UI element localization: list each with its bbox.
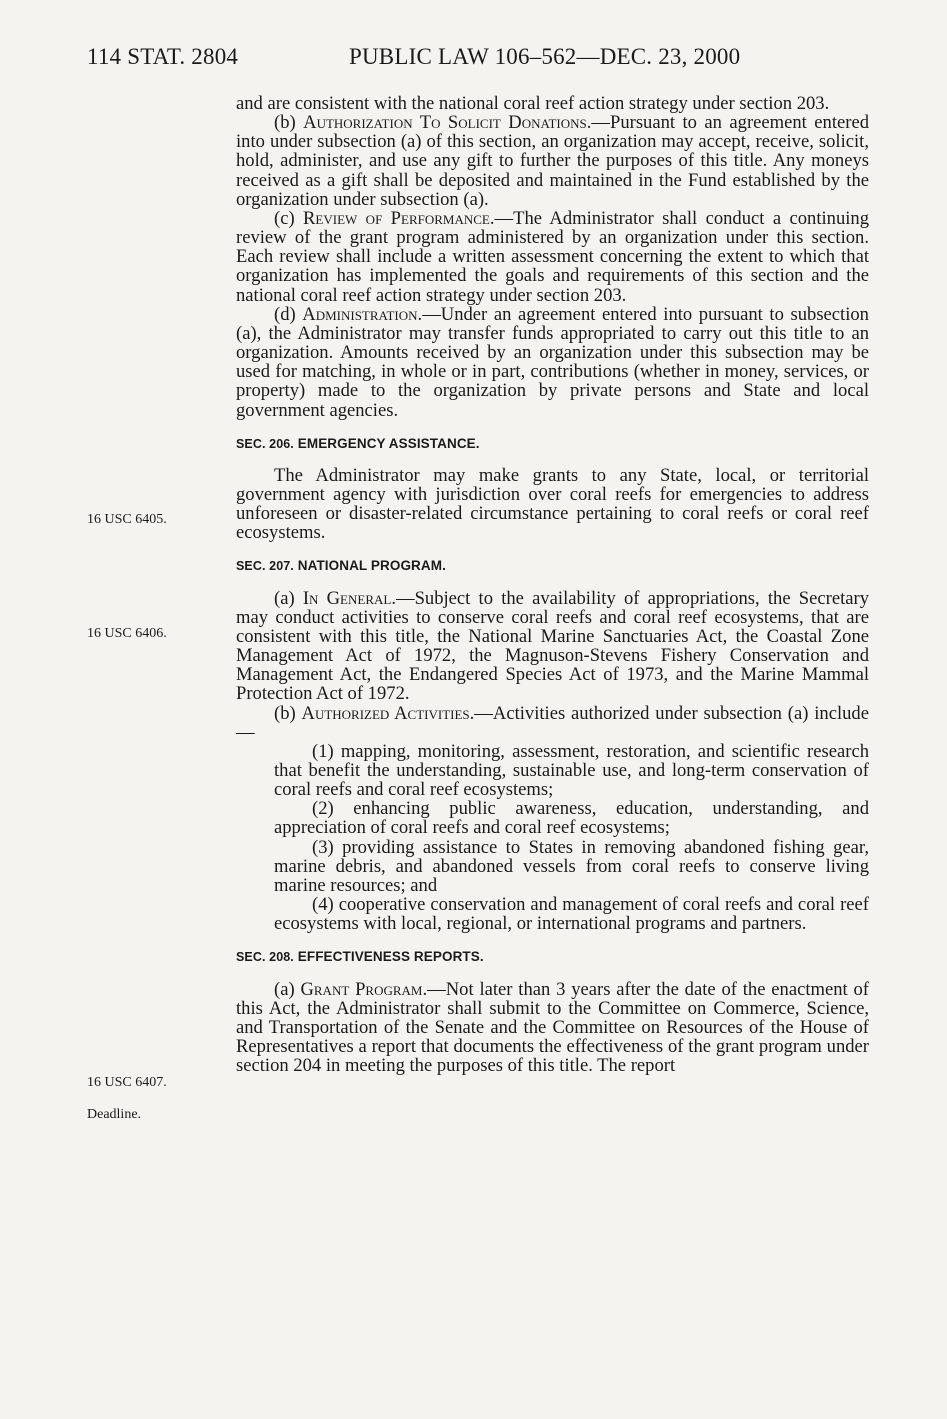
section-206-text xyxy=(236,466,869,543)
list-item-text: (2) enhancing public awareness, education, understanding, and appreciation of coral reefs and coral reef ecosystems; xyxy=(274,798,869,839)
subsection-heading: Review of Performance. xyxy=(303,207,495,229)
subsection-label: (a) xyxy=(274,978,301,1000)
paragraph-text: and are consistent with the national coral reef action strategy under section 203. xyxy=(236,93,830,114)
subsection-text: —Not later than 3 years after the date of the enactment of this Act, the Administrator shall submit to the Committee on Commerce, Science, and Transportation of the Senate and the Committee on Resources of the House of Representatives a report that documents the effectiveness of the grant program under section 204 in meeting the purposes of this title. The report xyxy=(236,978,869,1077)
section-206-heading xyxy=(236,434,869,454)
document-body xyxy=(236,94,869,1075)
margin-note-usc-6406: 16 USC 6406. xyxy=(87,626,167,641)
subsection-text: —Subject to the availability of appropriations, the Secretary may conduct activities to conserve coral reefs and coral reef ecosystems, that are consistent with this title, the National Marine Sanctuaries Act, the Coastal Zone Management Act of 1972, the Magnuson-Stevens Fishery Conservation and Management Act, the Endangered Species Act of 1973, and the Marine Mammal Protection Act of 1972. xyxy=(236,587,869,705)
section-title: EFFECTIVENESS REPORTS. xyxy=(293,949,484,965)
subsection-label: (b) xyxy=(274,112,304,134)
section-207-heading xyxy=(236,556,869,576)
subsection-heading: In General. xyxy=(302,587,396,609)
subsection-heading: Grant Program. xyxy=(300,978,428,1000)
list-item-3 xyxy=(274,838,869,895)
paragraph-continuation xyxy=(236,94,869,113)
subsection-text: —Pursuant to an agreement entered into under subsection (a) of this section, an organization may accept, receive, solicit, hold, administer, and use any gift to further the purposes of this title. Any moneys received as a gift shall be deposited and maintained in the Fund established by the organization under subsection (a). xyxy=(236,112,869,210)
subsection-label: (c) xyxy=(274,207,304,229)
subsection-207-b xyxy=(236,704,869,742)
list-item-1 xyxy=(274,742,869,799)
subsection-b-donations xyxy=(236,113,869,209)
section-number: SEC. 208. xyxy=(236,950,294,965)
stat-page-number: 114 STAT. 2804 xyxy=(87,44,239,69)
subsection-text: —Activities authorized under subsection (a) include— xyxy=(236,702,869,743)
section-title: EMERGENCY ASSISTANCE. xyxy=(293,435,480,451)
section-number: SEC. 207. xyxy=(236,559,294,574)
subsection-heading: Authorized Activities. xyxy=(301,702,475,724)
subsection-207-a xyxy=(236,589,869,704)
subsection-text: —The Administrator shall conduct a continuing review of the grant program administered by an organization under this section. Each review shall include a written assessment concerning the extent to which that organization has implemented the goals and requirements of this section and the national coral reef action strategy under section 203. xyxy=(236,207,869,306)
law-title: PUBLIC LAW 106–562—DEC. 23, 2000 xyxy=(349,44,741,69)
subsection-text: —Under an agreement entered into pursuant to subsection (a), the Administrator may transfer funds appropriated to carry out this title to an organization. Amounts received by an organization under this subsection may be used for matching, in whole or in part, contributions (whether in money, services, or property) made to the organization by private persons and State and local government agencies. xyxy=(236,303,869,421)
list-item-text: (3) providing assistance to States in removing abandoned fishing gear, marine debris, and abandoned vessels from coral reefs to conserve living marine resources; and xyxy=(274,836,869,896)
list-item-text: (1) mapping, monitoring, assessment, restoration, and scientific research that benefit the understanding, sustainable use, and long-term conservation of coral reefs and coral reef ecosystems; xyxy=(274,740,869,801)
subsection-c-review xyxy=(236,209,869,305)
section-number: SEC. 206. xyxy=(236,436,294,451)
list-item-4 xyxy=(274,895,869,933)
subsection-label: (b) xyxy=(274,702,302,724)
section-title: NATIONAL PROGRAM. xyxy=(293,558,446,574)
margin-note-usc-6407: 16 USC 6407. xyxy=(87,1075,167,1090)
section-text: The Administrator may make grants to any State, local, or territorial government agency with jurisdiction over coral reefs for emergencies to address unforeseen or disaster-related circumstance pertaining to coral reefs or coral reef ecosystems. xyxy=(236,464,869,544)
subsection-heading: Authorization To Solicit Donations. xyxy=(303,112,592,134)
subsection-208-a xyxy=(236,980,869,1076)
margin-note-usc-6405: 16 USC 6405. xyxy=(87,512,167,527)
list-item-text: (4) cooperative conservation and management of coral reefs and coral reef ecosystems with local, regional, or international programs and partners. xyxy=(274,894,869,935)
subsection-label: (d) xyxy=(274,303,303,325)
margin-note-deadline: Deadline. xyxy=(87,1107,142,1122)
list-item-2 xyxy=(274,799,869,837)
subsection-heading: Administration. xyxy=(302,303,423,325)
section-208-heading xyxy=(236,947,869,967)
subsection-label: (a) xyxy=(274,587,303,609)
subsection-d-administration xyxy=(236,305,869,420)
